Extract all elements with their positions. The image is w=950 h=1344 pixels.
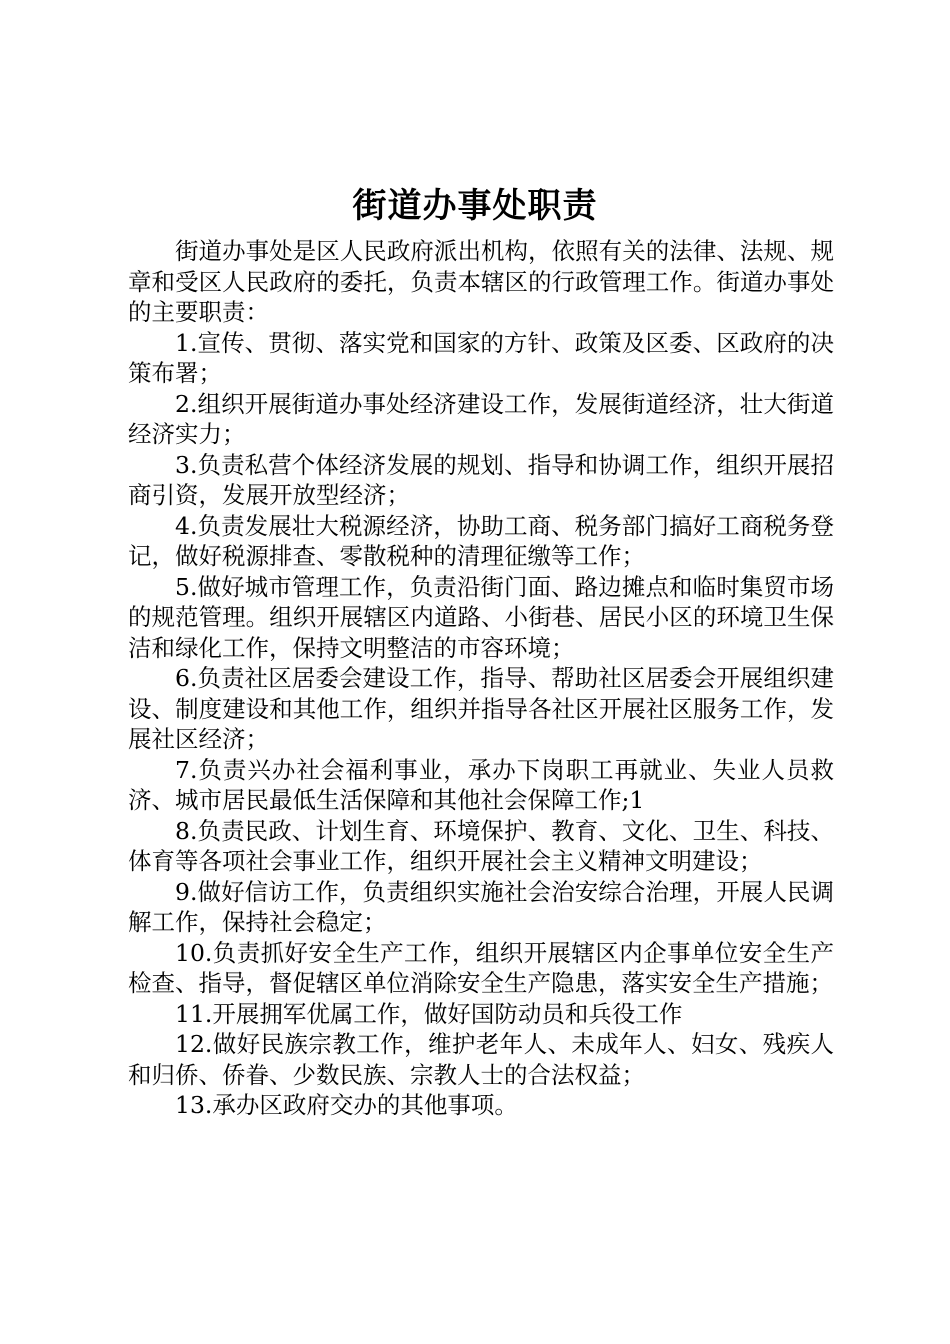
duty-item-9: 9.做好信访工作，负责组织实施社会治安综合治理，开展人民调解工作，保持社会稳定；: [128, 877, 834, 936]
duty-item-8: 8.负责民政、计划生育、环境保护、教育、文化、卫生、科技、体育等各项社会事业工作，组织开展社会主义精神文明建设；: [128, 816, 834, 875]
document-title: 街道办事处职责: [352, 186, 598, 226]
duty-item-6: 6.负责社区居委会建设工作，指导、帮助社区居委会开展组织建设、制度建设和其他工作，组织并指导各社区开展社区服务工作，发展社区经济；: [128, 664, 834, 753]
duty-item-3: 3.负责私营个体经济发展的规划、指导和协调工作，组织开展招商引资，发展开放型经济；: [128, 450, 834, 509]
document-body: [128, 236, 834, 1121]
duty-item-4: 4.负责发展壮大税源经济，协助工商、税务部门搞好工商税务登记，做好税源排查、零散税种的清理征缴等工作；: [128, 511, 834, 570]
duty-item-10: 10.负责抓好安全生产工作，组织开展辖区内企事单位安全生产检查、指导，督促辖区单位消除安全生产隐患，落实安全生产措施；: [128, 938, 834, 997]
duty-item-11: 11.开展拥军优属工作，做好国防动员和兵役工作: [175, 999, 683, 1028]
duty-item-2: 2.组织开展街道办事处经济建设工作，发展街道经济，壮大街道经济实力；: [128, 389, 834, 448]
duty-item-1: 1.宣传、贯彻、落实党和国家的方针、政策及区委、区政府的决策布署；: [128, 328, 834, 387]
duty-item-7: 7.负责兴办社会福利事业，承办下岗职工再就业、失业人员救济、城市居民最低生活保障和其他社会保障工作;1: [128, 755, 834, 814]
duty-item-13: 13.承办区政府交办的其他事项。: [175, 1091, 518, 1119]
duty-item-5: 5.做好城市管理工作，负责沿街门面、路边摊点和临时集贸市场的规范管理。组织开展辖区内道路、小街巷、居民小区的环境卫生保洁和绿化工作，保持文明整洁的市容环境；: [128, 572, 834, 662]
intro-paragraph: 街道办事处是区人民政府派出机构，依照有关的法律、法规、规章和受区人民政府的委托，负责本辖区的行政管理工作。街道办事处的主要职责：: [128, 237, 834, 326]
duty-item-12: 12.做好民族宗教工作，维护老年人、未成年人、妇女、残疾人和归侨、侨眷、少数民族、宗教人士的合法权益；: [128, 1030, 834, 1089]
